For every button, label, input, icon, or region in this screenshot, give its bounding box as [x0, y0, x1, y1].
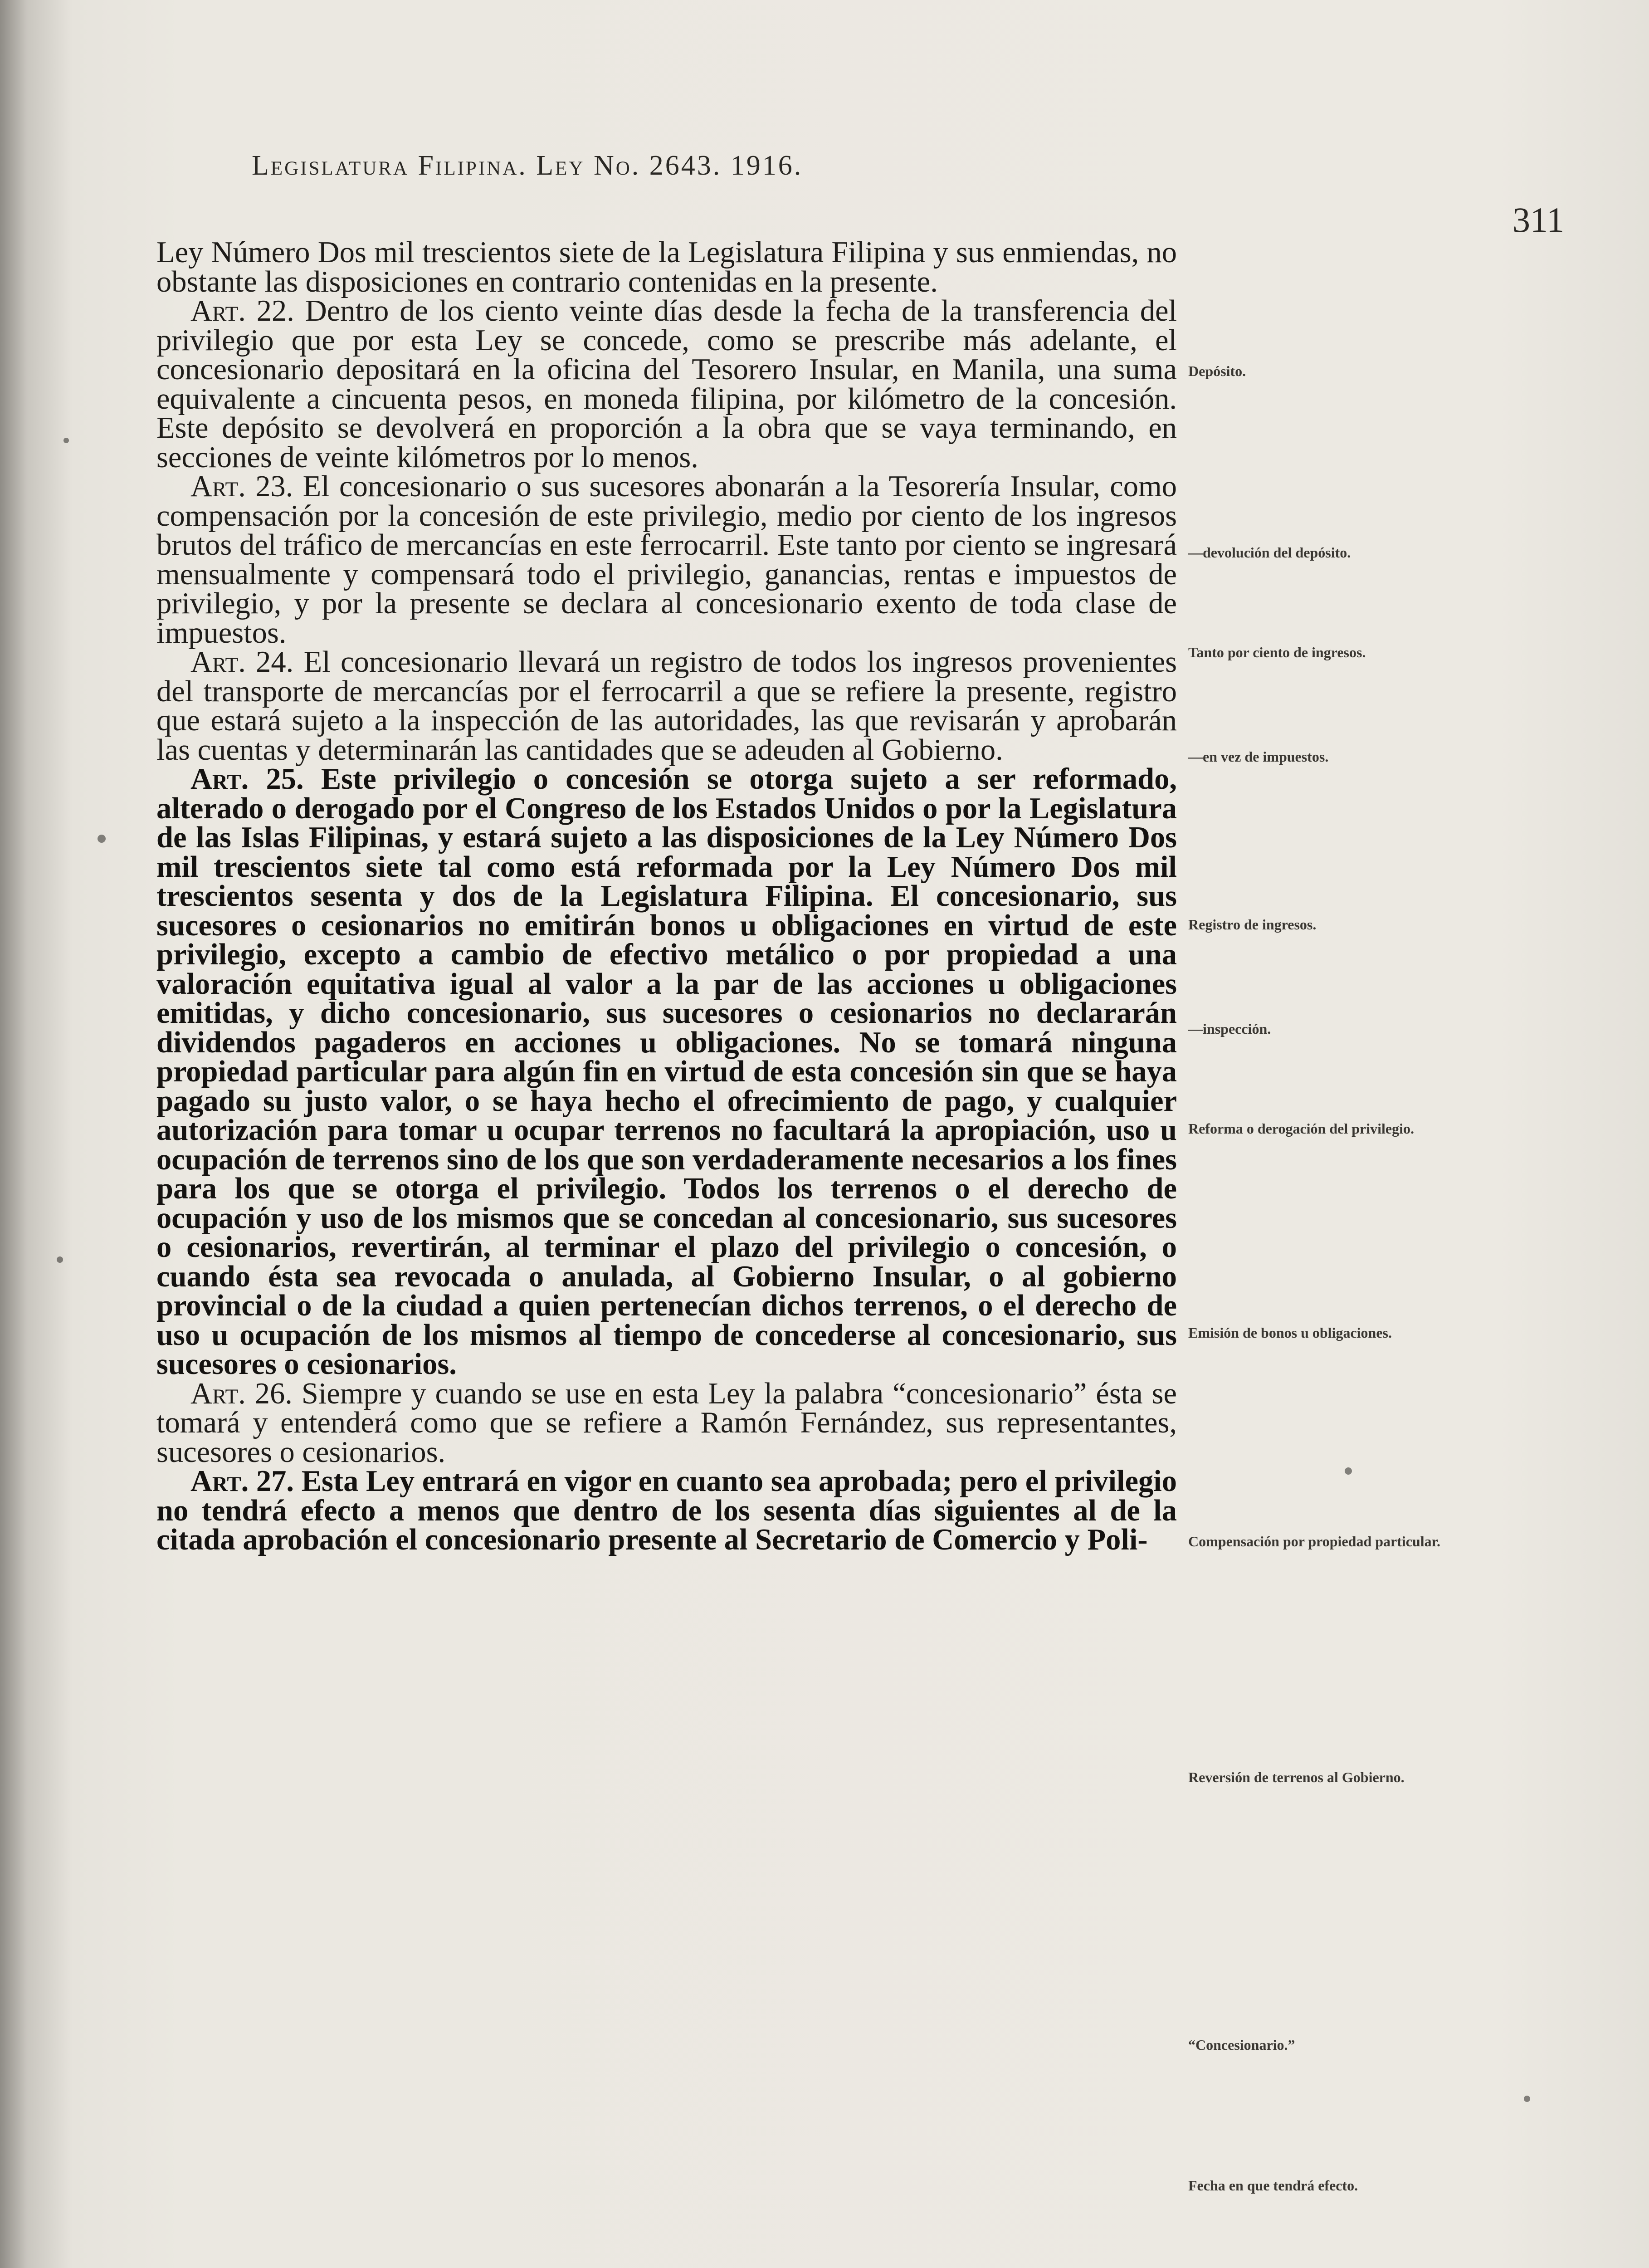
paragraph-art-25 [156, 765, 1177, 1379]
running-head [252, 150, 803, 182]
article-number: Art. 27. [190, 1465, 294, 1498]
margin-note-fecha: Fecha en que tendrá efecto. [1188, 2177, 1358, 2194]
ink-spot [57, 1256, 63, 1263]
article-text: Esta Ley entrará en vigor en cuanto sea aprobada; pero el privilegio no tendrá efecto a menos que dentro de los sesenta días siguientes al de la citada aprobación el concesionario presente al Secretario de Comercio y Poli- [156, 1465, 1177, 1556]
ink-spot [63, 438, 69, 443]
ink-spot [1345, 1467, 1352, 1475]
margin-note-en-vez-de-impuestos: —en vez de impuestos. [1188, 748, 1329, 765]
paragraph-art-24 [156, 645, 1177, 767]
paragraph-art-26 [156, 1379, 1177, 1467]
article-number: Art. 26. [190, 1377, 293, 1410]
margin-note-concesionario: “Concesionario.” [1188, 2037, 1295, 2053]
page-number: 311 [1512, 200, 1565, 240]
ink-spot [1524, 2096, 1530, 2102]
margin-note-deposito: Depósito. [1188, 363, 1246, 379]
paragraph-continuation: Ley Número Dos mil trescientos siete de la Legislatura Filipina y sus enmiendas, no obstante las disposiciones en contrario contenidas en la presente. [156, 236, 1177, 298]
margin-note-reforma: Reforma o derogación del privilegio. [1188, 1120, 1414, 1137]
article-text: Dentro de los ciento veinte días desde la fecha de la transferencia del privilegio que por esta Ley se concede, como se prescribe más adelante, el concesionario depositará en la oficina del Tesorero Insular, en Manila, una suma equivalente a cincuenta pesos, en moneda filipina, por kilómetro de la concesión. Este depósito se devolverá en proporción a la obra que se vaya terminando, en secciones de veinte kilómetros por lo menos. [156, 294, 1177, 474]
margin-note-inspeccion: —inspección. [1188, 1021, 1271, 1037]
article-number: Art. 22. [190, 294, 294, 327]
margin-note-compensacion: Compensación por propiedad particular. [1188, 1533, 1440, 1549]
article-text: Este privilegio o concesión se otorga sujeto a ser reformado, alterado o derogado por el Congreso de los Estados Unidos o por la Legislatura de las Islas Filipinas, y estará sujeto a las disposiciones de la Ley Número Dos mil trescientos siete tal como está reformada por la Ley Número Dos mil trescientos sesenta y dos de la Legislatura Filipina. El concesionario, sus sucesores o cesionarios no emitirán bonos u obligaciones en virtud de este privilegio, excepto a cambio de efectivo metálico o por propiedad a una valoración equitativa igual al valor a la par de las acciones u obligaciones emitidas, y dicho concesionario, sus sucesores o cesionarios no declararán dividendos pagaderos en acciones u obligaciones. No se tomará ninguna propiedad particular para algún fin en virtud de esta concesión sin que se haya pagado su justo valor, o se haya hecho el ofrecimiento de pago, y cualquier autorización para tomar u ocupar terrenos no facultará la apropiación, uso u ocupación de terrenos sino de los que son verdaderamente necesarios a los fines para los que se otorga el privilegio. Todos los terrenos o el derecho de ocupación y uso de los mismos que se concedan al concesionario, sus sucesores o cesionarios, revertirán, al terminar el plazo del privilegio o concesión, o cuando ésta sea revocada o anulada, al Gobierno Insular, o al gobierno provincial o de la ciudad a quien pertenecían dichos terrenos, o el derecho de uso u ocupación de los mismos al tiempo de concederse al concesionario, sus sucesores o cesionarios. [156, 763, 1177, 1381]
paragraph-art-27 [156, 1467, 1177, 1555]
paragraph-art-22 [156, 294, 1177, 474]
article-text: Siempre y cuando se use en esta Ley la palabra “concesionario” ésta se tomará y entenderá como que se refiere a Ramón Fernández, sus representantes, sucesores o cesionarios. [156, 1377, 1177, 1469]
running-head-legislature: Legislatura Filipina. [252, 150, 527, 181]
article-number: Art. 25. [190, 763, 304, 796]
ink-spot [98, 835, 106, 843]
margin-note-emision: Emisión de bonos u obligaciones. [1188, 1325, 1392, 1341]
margin-note-tanto-por-ciento: Tanto por ciento de ingresos. [1188, 644, 1366, 660]
running-head-year: 1916. [730, 150, 803, 181]
article-number: Art. 23. [190, 470, 293, 503]
margin-note-devolucion: —devolución del depósito. [1188, 544, 1351, 561]
article-text: El concesionario o sus sucesores abonarán a la Tesorería Insular, como compensación por la concesión de este privilegio, medio por ciento de los ingresos brutos del tráfico de mercancías en este ferrocarril. Este tanto por ciento se ingresará mensualmente y compensará todo el privilegio, ganancias, rentas e impuestos de privilegio, y por la presente se declara al concesionario exento de toda clase de impuestos. [156, 470, 1177, 650]
body-text [156, 238, 1177, 1555]
article-text: El concesionario llevará un registro de todos los ingresos provenientes del transporte de mercancías por el ferrocarril a que se refiere la presente, registro que estará sujeto a la inspección de las autoridades, las que revisarán y aprobarán las cuentas y determinarán las cantidades que se adeuden al Gobierno. [156, 645, 1177, 767]
margin-note-reversion: Reversión de terrenos al Gobierno. [1188, 1769, 1405, 1785]
running-head-law-number: Ley No. 2643. [536, 150, 722, 181]
margin-note-registro: Registro de ingresos. [1188, 916, 1317, 933]
paragraph-art-23 [156, 472, 1177, 648]
article-number: Art. 24. [190, 645, 294, 679]
